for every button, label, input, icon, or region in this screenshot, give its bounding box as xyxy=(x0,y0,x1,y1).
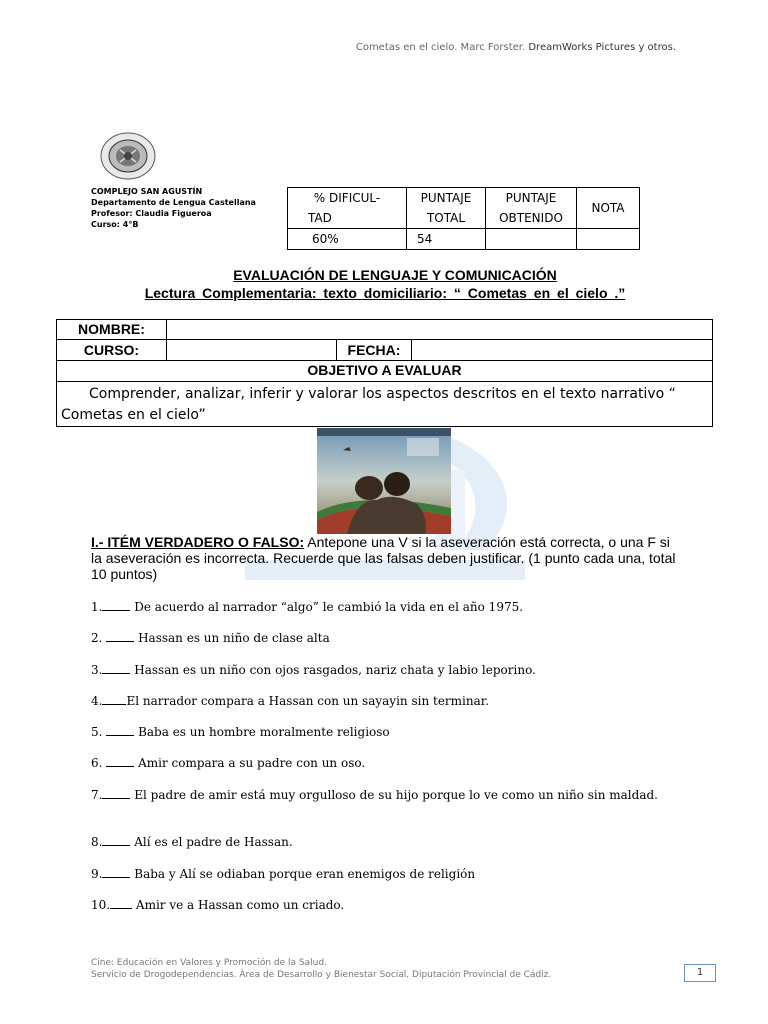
school-course: Curso: 4°B xyxy=(91,220,139,229)
name-label: NOMBRE: xyxy=(78,321,145,337)
page-number: 1 xyxy=(684,964,716,982)
question-number: 8. xyxy=(91,835,103,849)
question-text: El narrador compara a Hassan con un sayayin sin terminar. xyxy=(126,694,489,708)
date-label: FECHA: xyxy=(336,340,411,360)
difficulty-header-line2: TAD xyxy=(308,211,332,225)
page-footer xyxy=(91,957,551,981)
header-credit-film: Cometas en el cielo. Marc Forster. xyxy=(355,42,526,53)
question-number: 1. xyxy=(91,600,103,614)
question-number: 10. xyxy=(91,898,111,912)
question-item xyxy=(91,866,681,882)
question-text: Baba y Alí se odiaban porque eran enemigos de religión xyxy=(130,867,476,881)
answer-blank[interactable] xyxy=(110,899,132,909)
question-number: 4. xyxy=(91,694,103,708)
question-number: 2. xyxy=(91,631,107,645)
difficulty-header xyxy=(288,188,407,229)
course-date-row xyxy=(57,340,712,361)
answer-blank[interactable] xyxy=(102,601,130,611)
grade-header: NOTA xyxy=(577,188,640,229)
question-number: 5. xyxy=(91,725,107,739)
date-field[interactable] xyxy=(411,340,712,360)
answer-blank[interactable] xyxy=(102,664,130,674)
question-item xyxy=(91,662,681,678)
header-credit-studio: DreamWorks Pictures y otros. xyxy=(528,42,676,53)
question-item xyxy=(91,630,681,646)
answer-blank[interactable] xyxy=(106,726,134,736)
objective-label-row xyxy=(57,361,712,382)
question-item xyxy=(91,834,681,850)
question-number: 6. xyxy=(91,756,107,770)
obtained-header-line1: PUNTAJE xyxy=(505,191,557,205)
movie-poster-image xyxy=(317,428,451,534)
footer-line-2: Servicio de Drogodependencias. Área de Desarrollo y Bienestar Social. Diputación Provincial de Cádiz. xyxy=(91,970,552,980)
question-text: Alí es el padre de Hassan. xyxy=(130,835,293,849)
total-value: 54 xyxy=(407,229,486,250)
question-item xyxy=(91,787,681,803)
exam-title: EVALUACIÓN DE LENGUAJE Y COMUNICACIÓN xyxy=(233,267,557,283)
course-field[interactable] xyxy=(166,340,336,360)
exam-subtitle: Lectura Complementaria: texto domiciliario: “ Cometas en el cielo .” xyxy=(144,285,626,301)
total-header xyxy=(407,188,486,229)
question-item xyxy=(91,755,681,771)
question-text: Amir ve a Hassan como un criado. xyxy=(132,898,345,912)
answer-blank[interactable] xyxy=(106,757,134,767)
question-item xyxy=(91,897,681,913)
footer-line-1: Cine: Educación en Valores y Promoción de la Salud. xyxy=(91,958,327,968)
objective-label: OBJETIVO A EVALUAR xyxy=(307,362,462,378)
section-true-false-text: Antepone una V si la aseveración está correcta, o una F si la aseveración es incorrecta. Recuerde que las falsas deben justificar. (1 punto cada una, total 10 puntos) xyxy=(91,534,676,582)
name-row xyxy=(57,320,712,340)
school-name: COMPLEJO SAN AGUSTÍN xyxy=(91,187,203,196)
objective-text: Comprender, analizar, inferir y valorar los aspectos descritos en el texto narrativo “ Cometas en el cielo” xyxy=(61,386,676,423)
school-department: Departamento de Lengua Castellana xyxy=(91,198,256,207)
difficulty-header-line1: % DIFICUL- xyxy=(313,191,381,205)
question-item xyxy=(91,599,681,615)
total-header-line1: PUNTAJE xyxy=(420,191,472,205)
school-teacher: Profesor: Claudia Figueroa xyxy=(91,209,212,218)
total-header-line2: TOTAL xyxy=(426,211,466,225)
header-credit xyxy=(356,42,676,53)
student-info-box xyxy=(56,319,713,427)
question-item xyxy=(91,693,681,709)
section-true-false-label: I.- ITÉM VERDADERO O FALSO: xyxy=(91,534,305,550)
answer-blank[interactable] xyxy=(102,868,130,878)
obtained-value[interactable] xyxy=(486,229,577,250)
question-number: 9. xyxy=(91,867,103,881)
answer-blank[interactable] xyxy=(106,632,134,642)
section-true-false-instructions xyxy=(91,534,681,582)
answer-blank[interactable] xyxy=(102,695,126,705)
school-info xyxy=(91,186,256,230)
answer-blank[interactable] xyxy=(102,789,130,799)
question-text: De acuerdo al narrador “algo” le cambió la vida en el año 1975. xyxy=(130,600,524,614)
question-text: Hassan es un niño de clase alta xyxy=(134,631,330,645)
obtained-header-line2: OBTENIDO xyxy=(499,211,563,225)
question-text: Amir compara a su padre con un oso. xyxy=(134,756,366,770)
obtained-header xyxy=(486,188,577,229)
answer-blank[interactable] xyxy=(102,836,130,846)
difficulty-value: 60% xyxy=(288,229,407,250)
name-field[interactable] xyxy=(166,320,712,339)
question-number: 7. xyxy=(91,788,103,802)
question-text: Hassan es un niño con ojos rasgados, nariz chata y labio leporino. xyxy=(130,663,536,677)
school-seal-icon xyxy=(100,132,156,180)
grade-value[interactable] xyxy=(577,229,640,250)
question-text: El padre de amir está muy orgulloso de su hijo porque lo ve como un niño sin maldad. xyxy=(130,788,658,802)
question-number: 3. xyxy=(91,663,103,677)
question-text: Baba es un hombre moralmente religioso xyxy=(134,725,390,739)
question-item xyxy=(91,724,681,740)
course-label: CURSO: xyxy=(83,342,140,358)
score-table xyxy=(287,187,640,250)
